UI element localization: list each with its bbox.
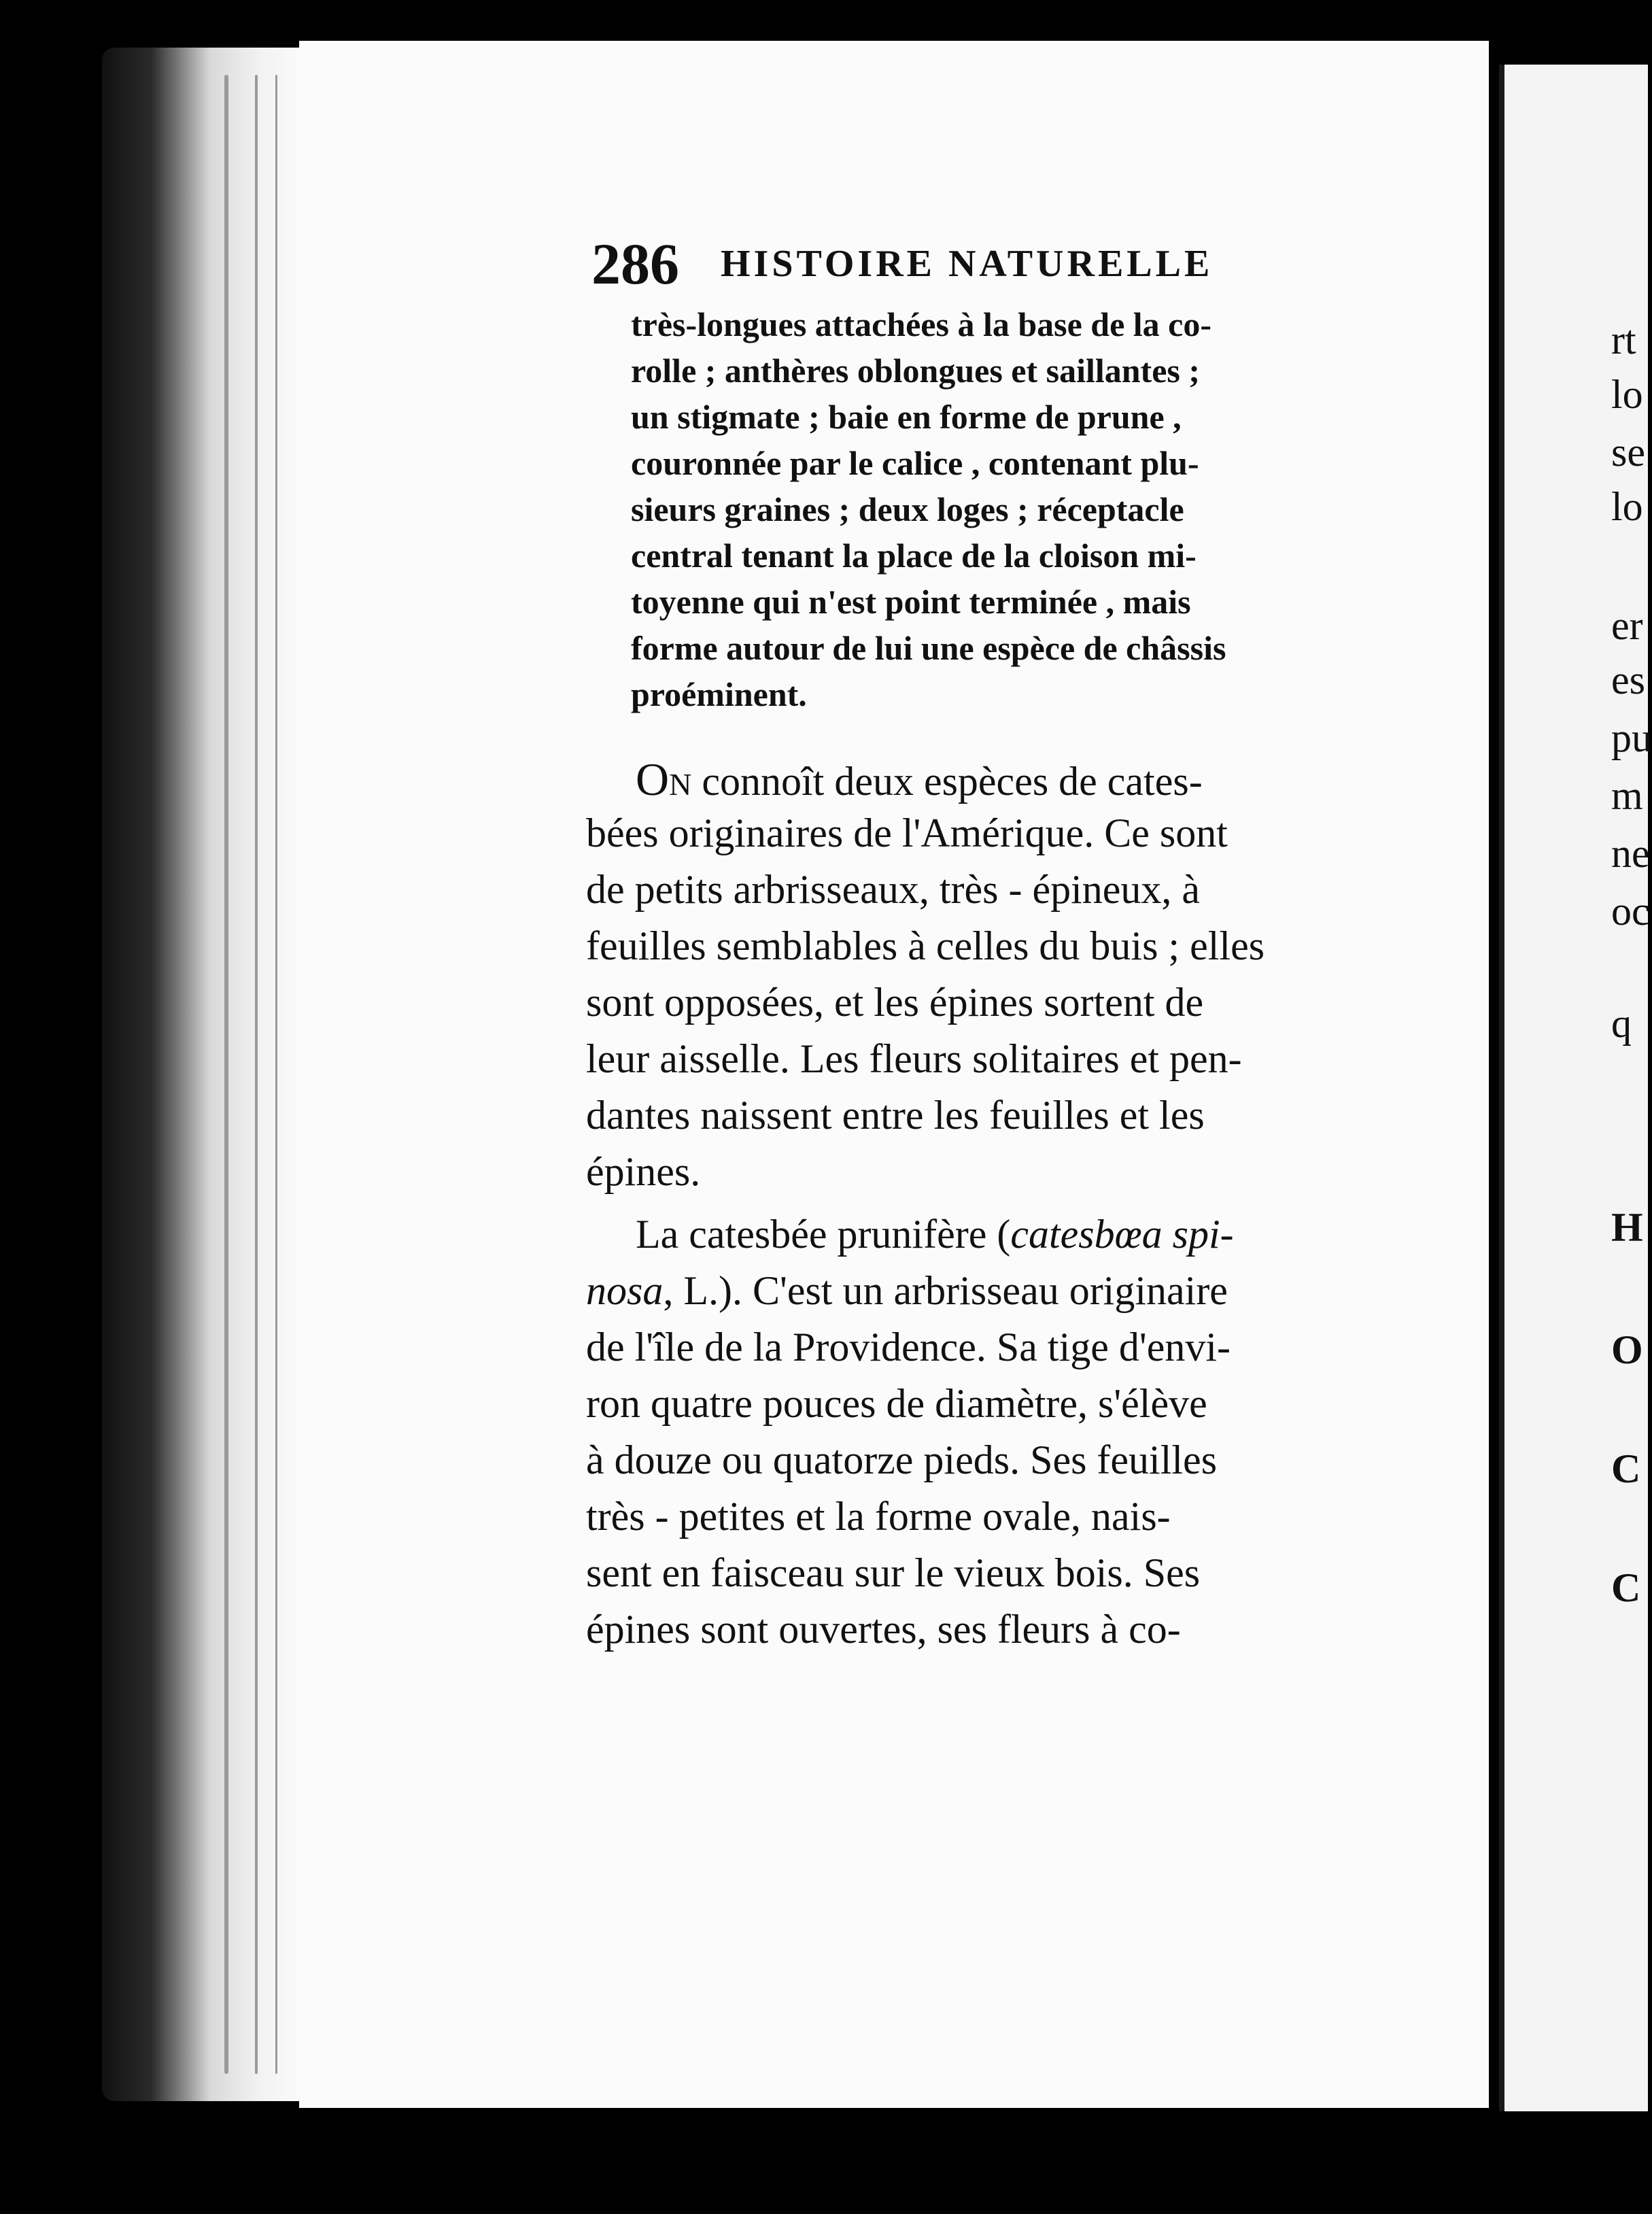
facing-page-fragment: m <box>1611 773 1643 818</box>
facing-page-fragment: lo <box>1611 372 1643 417</box>
facing-page-fragment: rt <box>1611 318 1636 362</box>
facing-page-fragment: lo <box>1611 484 1643 529</box>
text-line: à douze ou quatorze pieds. Ses feuilles <box>586 1437 1218 1482</box>
text-line: très - petites et la forme ovale, nais- <box>586 1494 1171 1539</box>
text-run: , L.). C'est un arbrisseau originaire <box>663 1268 1228 1313</box>
text-line: couronnée par le calice , contenant plu- <box>631 444 1199 482</box>
facing-page-fragment: C <box>1611 1565 1641 1610</box>
facing-page-fragment: se <box>1611 430 1645 475</box>
facing-page-fragment: H <box>1611 1205 1643 1250</box>
facing-page-fragment: pu <box>1611 715 1652 760</box>
text-run: La catesbée prunifère ( <box>636 1212 1011 1257</box>
running-title: HISTOIRE NATURELLE <box>721 243 1214 285</box>
text-line: épines. <box>586 1149 701 1194</box>
text-line: épines sont ouvertes, ses fleurs à co- <box>586 1607 1181 1652</box>
text-line <box>636 1214 1234 1255</box>
text-line <box>586 1270 1228 1311</box>
drop-initial: O <box>636 753 670 805</box>
text-line: ron quatre pouces de diamètre, s'élève <box>586 1381 1207 1426</box>
paragraph-first-line <box>636 753 1203 805</box>
text-line: sieurs graines ; deux loges ; réceptacle <box>631 490 1184 528</box>
text-line: très-longues attachées à la base de la co- <box>631 305 1212 343</box>
facing-page-fragment: q <box>1611 1001 1632 1046</box>
text-line: dantes naissent entre les feuilles et les <box>586 1093 1205 1138</box>
small-capital: N <box>669 767 692 802</box>
facing-page-fragment: oc <box>1611 889 1650 934</box>
text-line: de l'île de la Providence. Sa tige d'envi- <box>586 1325 1231 1369</box>
page-edge-line <box>255 75 258 2074</box>
text-run: connoît deux espèces de cates- <box>691 759 1203 804</box>
text-line: proéminent. <box>631 675 807 713</box>
text-line: sont opposées, et les épines sortent de <box>586 980 1204 1025</box>
italic-run: nosa <box>586 1268 664 1313</box>
text-line: rolle ; anthères oblongues et saillantes ; <box>631 352 1201 390</box>
text-line: feuilles semblables à celles du buis ; elles <box>586 923 1265 968</box>
page-edge-line <box>224 75 228 2074</box>
text-line: toyenne qui n'est point terminée , mais <box>631 583 1191 621</box>
facing-page-fragment: C <box>1611 1446 1641 1491</box>
text-line: forme autour de lui une espèce de châssis <box>631 629 1226 667</box>
italic-run: catesbœa spi- <box>1010 1212 1234 1257</box>
page-number: 286 <box>591 231 679 296</box>
text-line: sent en faisceau sur le vieux bois. Ses <box>586 1550 1201 1595</box>
facing-page-fragment: er <box>1611 603 1643 648</box>
text-line: leur aisselle. Les fleurs solitaires et pen- <box>586 1036 1242 1081</box>
text-line: central tenant la place de la cloison mi- <box>631 537 1197 575</box>
facing-page-fragment: es <box>1611 658 1645 702</box>
facing-page-fragment: ne <box>1611 831 1650 876</box>
book-edge <box>102 48 299 2101</box>
text-line: un stigmate ; baie en forme de prune , <box>631 398 1182 436</box>
text-line: bées originaires de l'Amérique. Ce sont <box>586 811 1228 855</box>
facing-page-fragment: O <box>1611 1327 1643 1372</box>
text-line: de petits arbrisseaux, très - épineux, à <box>586 867 1201 912</box>
page-edge-line <box>275 75 277 2074</box>
